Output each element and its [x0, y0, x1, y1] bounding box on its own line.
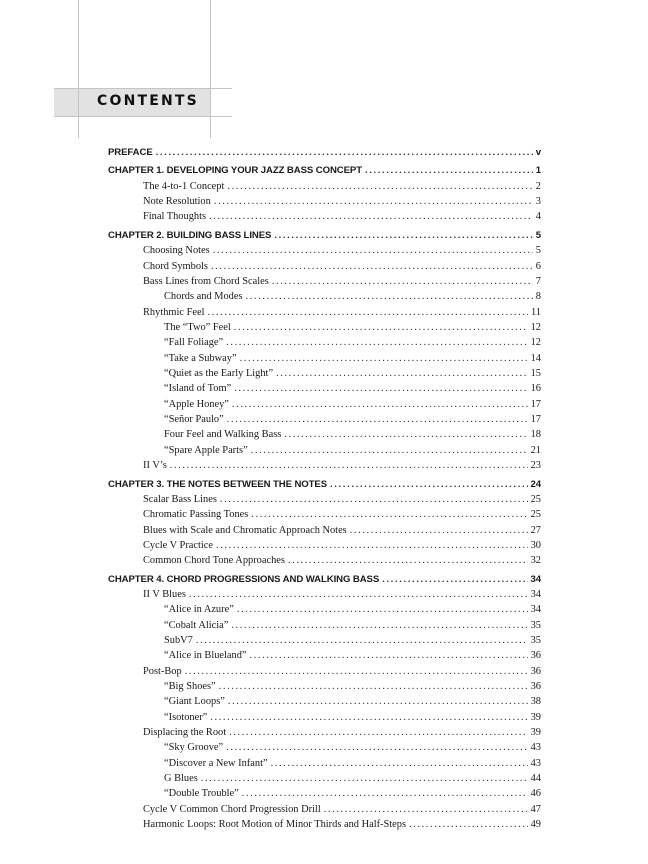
toc-entry-label: Chromatic Passing Tones	[143, 509, 249, 521]
toc-entry-label: II V’s	[143, 460, 167, 472]
toc-chapter-entry[interactable]	[108, 163, 541, 178]
toc-subsection-entry[interactable]	[108, 427, 541, 442]
toc-entry-label: “Alice in Azure”	[164, 604, 234, 616]
toc-entry-page-number: 12	[530, 321, 541, 333]
toc-entry-label: CHAPTER 1. DEVELOPING YOUR JAZZ BASS CONCEPT	[108, 165, 362, 177]
toc-entry-label: “Fall Foliage”	[164, 337, 224, 349]
toc-entry-label: II V Blues	[143, 589, 186, 600]
toc-chapter-entry[interactable]	[108, 477, 541, 492]
toc-entry-page-number: 34	[530, 589, 541, 600]
toc-entry-label: Cycle V Common Chord Progression Drill	[143, 803, 321, 815]
toc-entry-page-number: 4	[535, 211, 541, 223]
dot-leader	[189, 587, 528, 602]
toc-entry-label: “Apple Honey”	[164, 398, 229, 410]
toc-entry-page-number: 14	[530, 352, 541, 364]
toc-entry-page-number: 23	[530, 460, 541, 472]
toc-entry-label: “Quiet as the Early Light”	[164, 368, 274, 379]
toc-entry-page-number: 25	[530, 493, 541, 505]
dot-leader	[213, 243, 533, 258]
toc-entry-label: Scalar Bass Lines	[143, 493, 217, 505]
toc-subsection-entry[interactable]	[108, 648, 541, 663]
toc-entry-page-number: 25	[530, 509, 541, 521]
toc-section-entry[interactable]	[108, 523, 541, 538]
dot-leader	[226, 335, 527, 350]
toc-entry-label: “Discover a New Infant”	[164, 757, 268, 769]
toc-entry-page-number: 24	[530, 478, 541, 490]
dot-leader	[229, 725, 527, 740]
toc-section-entry[interactable]	[108, 274, 541, 289]
toc-entry-label: The “Two” Feel	[164, 321, 231, 333]
dot-leader	[251, 507, 527, 522]
toc-subsection-entry[interactable]	[108, 289, 541, 304]
toc-subsection-entry[interactable]	[108, 366, 541, 381]
toc-entry-page-number: 35	[530, 635, 541, 647]
dot-leader	[219, 679, 528, 694]
toc-entry-page-number: 47	[530, 803, 541, 815]
dot-leader	[234, 381, 527, 396]
toc-entry-page-number: 27	[530, 524, 541, 536]
toc-entry-page-number: 39	[530, 727, 541, 739]
toc-entry-page-number: 17	[530, 414, 541, 426]
toc-entry-page-number: 15	[530, 368, 541, 379]
toc-subsection-entry[interactable]	[108, 771, 541, 786]
crop-line-top	[54, 88, 232, 89]
toc-entry-page-number: 36	[530, 681, 541, 693]
toc-subsection-entry[interactable]	[108, 679, 541, 694]
dot-leader	[232, 397, 528, 412]
toc-entry-label: CHAPTER 3. THE NOTES BETWEEN THE NOTES	[108, 478, 328, 490]
toc-entry-label: “Double Trouble”	[164, 788, 239, 800]
toc-chapter-entry[interactable]	[108, 145, 541, 160]
dot-leader	[201, 771, 528, 786]
dot-leader	[228, 694, 528, 709]
toc-section-entry[interactable]	[108, 243, 541, 258]
toc-subsection-entry[interactable]	[108, 335, 541, 350]
dot-leader	[246, 289, 533, 304]
toc-chapter-entry[interactable]	[108, 228, 541, 243]
dot-leader	[409, 817, 528, 832]
toc-entry-page-number: 35	[530, 619, 541, 631]
toc-entry-page-number: 2	[535, 180, 541, 192]
toc-entry-page-number: 46	[530, 788, 541, 800]
toc-subsection-entry[interactable]	[108, 694, 541, 709]
dot-leader	[156, 145, 533, 160]
toc-entry-page-number: 39	[530, 711, 541, 723]
toc-section-entry[interactable]	[108, 553, 541, 568]
toc-entry-page-number: 49	[530, 819, 541, 831]
toc-section-entry[interactable]	[108, 817, 541, 832]
dot-leader	[250, 648, 528, 663]
dot-leader	[240, 351, 528, 366]
toc-entry-label: CHAPTER 4. CHORD PROGRESSIONS AND WALKING BASS	[108, 573, 380, 585]
toc-entry-page-number: 5	[535, 245, 541, 257]
toc-entry-page-number: 44	[530, 773, 541, 785]
toc-section-entry[interactable]	[108, 179, 541, 194]
crop-line-bottom	[54, 116, 232, 117]
dot-leader	[350, 523, 528, 538]
dot-leader	[227, 412, 528, 427]
toc-subsection-entry[interactable]	[108, 786, 541, 801]
toc-section-entry[interactable]	[108, 802, 541, 817]
toc-entry-label: Note Resolution	[143, 196, 211, 208]
toc-subsection-entry[interactable]	[108, 320, 541, 335]
dot-leader	[231, 618, 527, 633]
toc-entry-label: PREFACE	[108, 147, 153, 158]
toc-entry-label: “Sky Groove”	[164, 742, 224, 754]
toc-subsection-entry[interactable]	[108, 710, 541, 725]
toc-entry-label: The 4-to-1 Concept	[143, 180, 225, 192]
dot-leader	[185, 664, 528, 679]
toc-section-entry[interactable]	[108, 259, 541, 274]
toc-entry-page-number: 38	[530, 696, 541, 708]
toc-subsection-entry[interactable]	[108, 443, 541, 458]
toc-subsection-entry[interactable]	[108, 756, 541, 771]
dot-leader	[242, 786, 528, 801]
table-of-contents	[108, 145, 541, 833]
toc-section-entry[interactable]	[108, 305, 541, 320]
dot-leader	[272, 274, 533, 289]
toc-entry-label: Chord Symbols	[143, 260, 208, 272]
toc-entry-label: G Blues	[164, 773, 198, 785]
dot-leader	[271, 756, 528, 771]
dot-leader	[237, 602, 528, 617]
toc-subsection-entry[interactable]	[108, 397, 541, 412]
toc-section-entry[interactable]	[108, 507, 541, 522]
crop-line-left	[78, 0, 79, 138]
dot-leader	[209, 209, 533, 224]
toc-entry-page-number: 36	[530, 650, 541, 662]
toc-entry-label: Displacing the Root	[143, 727, 227, 739]
toc-entry-page-number: 21	[530, 444, 541, 456]
dot-leader	[274, 228, 532, 243]
toc-subsection-entry[interactable]	[108, 740, 541, 755]
toc-subsection-entry[interactable]	[108, 602, 541, 617]
toc-entry-label: “Spare Apple Parts”	[164, 444, 248, 456]
toc-entry-label: Cycle V Practice	[143, 539, 214, 551]
toc-entry-label: “Señor Paulo”	[164, 414, 224, 426]
dot-leader	[234, 320, 528, 335]
dot-leader	[210, 710, 527, 725]
toc-entry-label: Final Thoughts	[143, 211, 207, 223]
toc-subsection-entry[interactable]	[108, 351, 541, 366]
toc-entry-page-number: v	[535, 147, 541, 158]
dot-leader	[284, 427, 527, 442]
dot-leader	[211, 259, 533, 274]
toc-entry-label: Choosing Notes	[143, 245, 210, 257]
toc-entry-label: Common Chord Tone Approaches	[143, 555, 285, 567]
toc-subsection-entry[interactable]	[108, 381, 541, 396]
dot-leader	[226, 740, 527, 755]
toc-section-entry[interactable]	[108, 209, 541, 224]
toc-entry-page-number: 1	[535, 165, 541, 177]
toc-section-entry[interactable]	[108, 492, 541, 507]
toc-entry-page-number: 36	[530, 665, 541, 677]
toc-entry-label: Harmonic Loops: Root Motion of Minor Thirds and Half-Steps	[143, 819, 407, 831]
toc-subsection-entry[interactable]	[108, 618, 541, 633]
toc-entry-page-number: 32	[530, 555, 541, 567]
dot-leader	[365, 163, 533, 178]
dot-leader	[276, 366, 528, 381]
toc-subsection-entry[interactable]	[108, 633, 541, 648]
toc-entry-page-number: 43	[530, 757, 541, 769]
toc-entry-page-number: 30	[530, 539, 541, 551]
toc-section-entry[interactable]	[108, 458, 541, 473]
page-title: CONTENTS	[97, 93, 199, 109]
toc-entry-page-number: 18	[530, 429, 541, 441]
toc-entry-label: “Cobalt Alicia”	[164, 619, 229, 631]
toc-entry-label: “Take a Subway”	[164, 352, 237, 364]
dot-leader	[324, 802, 528, 817]
dot-leader	[216, 538, 528, 553]
dot-leader	[196, 633, 528, 648]
toc-entry-label: Rhythmic Feel	[143, 306, 205, 318]
toc-section-entry[interactable]	[108, 664, 541, 679]
toc-entry-page-number: 34	[530, 604, 541, 616]
toc-section-entry[interactable]	[108, 587, 541, 602]
dot-leader	[214, 194, 533, 209]
dot-leader	[382, 572, 527, 587]
toc-entry-page-number: 12	[530, 337, 541, 349]
toc-section-entry[interactable]	[108, 194, 541, 209]
toc-entry-label: CHAPTER 2. BUILDING BASS LINES	[108, 229, 272, 241]
toc-entry-page-number: 16	[530, 383, 541, 395]
toc-entry-label: “Big Shoes”	[164, 681, 216, 693]
toc-entry-label: Post-Bop	[143, 665, 182, 677]
toc-entry-page-number: 17	[530, 398, 541, 410]
toc-entry-label: Four Feel and Walking Bass	[164, 429, 282, 441]
toc-section-entry[interactable]	[108, 538, 541, 553]
toc-subsection-entry[interactable]	[108, 412, 541, 427]
toc-entry-label: “Isotoner”	[164, 711, 208, 723]
toc-entry-page-number: 43	[530, 742, 541, 754]
dot-leader	[170, 458, 528, 473]
toc-entry-page-number: 11	[530, 306, 541, 318]
toc-entry-page-number: 7	[535, 275, 541, 287]
toc-entry-label: “Giant Loops”	[164, 696, 225, 708]
toc-entry-page-number: 5	[535, 229, 541, 241]
toc-entry-page-number: 6	[535, 260, 541, 272]
toc-entry-page-number: 8	[535, 291, 541, 303]
toc-entry-page-number: 3	[535, 196, 541, 208]
toc-entry-label: “Alice in Blueland”	[164, 650, 247, 662]
toc-entry-page-number: 34	[530, 573, 541, 585]
toc-entry-label: “Island of Tom”	[164, 383, 232, 395]
toc-entry-label: Blues with Scale and Chromatic Approach Notes	[143, 524, 347, 536]
crop-line-right	[210, 0, 211, 138]
toc-chapter-entry[interactable]	[108, 572, 541, 587]
toc-entry-label: SubV7	[164, 635, 193, 647]
toc-entry-label: Chords and Modes	[164, 291, 243, 303]
dot-leader	[227, 179, 532, 194]
toc-section-entry[interactable]	[108, 725, 541, 740]
toc-entry-label: Bass Lines from Chord Scales	[143, 275, 269, 287]
dot-leader	[251, 443, 528, 458]
dot-leader	[288, 553, 528, 568]
dot-leader	[220, 492, 528, 507]
dot-leader	[330, 477, 528, 492]
dot-leader	[207, 305, 528, 320]
